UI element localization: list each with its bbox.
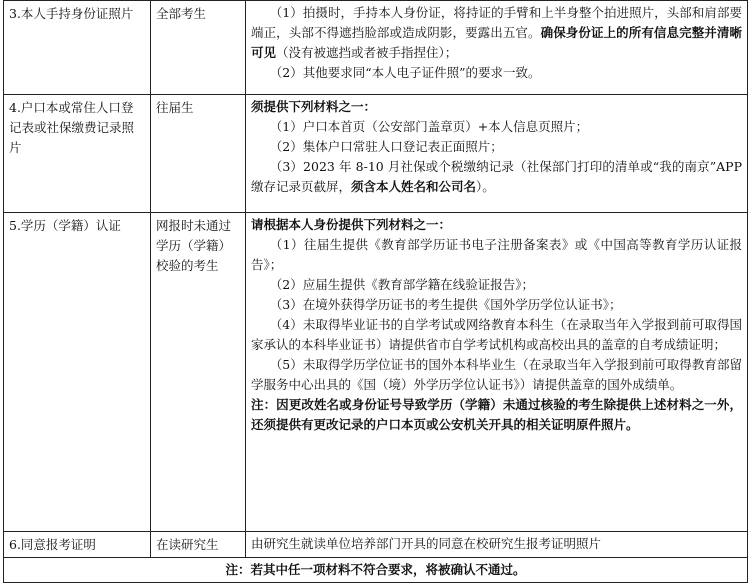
requirement-cell [246, 1, 748, 95]
table-footer-row [4, 558, 748, 583]
table-row [4, 95, 748, 213]
requirement-cell [246, 213, 748, 532]
target-cell: 网报时未通过学历（学籍）校验的考生 [151, 213, 246, 532]
requirement-cell [246, 532, 748, 558]
requirement-paragraph: （5）未取得学历学位证书的国外本科毕业生（在录取当年入学报到前可取得教育部留学服务中心出具的《国（境）外学历学位认证书》）请提供盖章的国外成绩单。 [251, 357, 742, 392]
requirement-lead: 须提供下列材料之一： [251, 99, 377, 114]
requirement-paragraph: （1）往届生提供《教育部学历证书电子注册备案表》或《中国高等教育学历认证报告》； [251, 237, 742, 272]
requirements-table [3, 0, 748, 583]
table-row [4, 532, 748, 558]
requirement-paragraph: （3）2023 年 8-10 月社保或个税缴纳记录（社保部门打印的清单或“我的南京”APP 缴存记录页截屏，须含本人姓名和公司名）。 [251, 159, 742, 194]
table-row [4, 213, 748, 532]
item-cell: 3.本人手持身份证照片 [4, 1, 151, 95]
requirement-paragraph: （1）拍摄时，手持本人身份证，将持证的手臂和上半身整个拍进照片，头部和肩部要端正，头部不得遮挡脸部或造成阴影，要露出五官。确保身份证上的所有信息完整并清晰可见（没有被遮挡或者被手指捏住）； [251, 5, 742, 60]
requirement-paragraph: 由研究生就读单位培养部门开具的同意在校研究生报考证明照片 [251, 536, 602, 551]
target-cell: 往届生 [151, 95, 246, 213]
requirement-lead: 请根据本人身份提供下列材料之一： [251, 217, 452, 232]
table-row [4, 1, 748, 95]
item-cell: 4.户口本或常住人口登记表或社保缴费记录照片 [4, 95, 151, 213]
requirement-paragraph: （2）应届生提供《教育部学籍在线验证报告》； [269, 277, 534, 292]
requirement-paragraph: （3）在境外获得学历证书的考生提供《国外学历学位认证书》； [269, 297, 622, 312]
target-cell: 在读研究生 [151, 532, 246, 558]
requirement-paragraph: （4）未取得毕业证书的自学考试或网络教育本科生（在录取当年入学报到前可取得国家承认的本科毕业证书）请提供省市自学考试机构或高校出具的盖章的自考成绩证明； [251, 317, 742, 352]
requirement-cell [246, 95, 748, 213]
requirement-note: 注：因更改姓名或身份证号导致学历（学籍）未通过核验的考生除提供上述材料之一外，还须提供有更改记录的户口本页或公安机关开具的相关证明原件照片。 [251, 397, 742, 432]
requirement-paragraph: （2）集体户口常驻人口登记表正面照片； [269, 139, 503, 154]
target-cell: 全部考生 [151, 1, 246, 95]
requirement-paragraph: （1）户口本首页（公安部门盖章页）+本人信息页照片； [269, 119, 589, 134]
item-cell: 6.同意报考证明 [4, 532, 151, 558]
footer-note: 注：若其中任一项材料不符合要求，将被确认不通过。 [4, 558, 748, 583]
requirement-paragraph: （2）其他要求同“本人电子证件照”的要求一致。 [269, 65, 541, 80]
item-cell: 5.学历（学籍）认证 [4, 213, 151, 532]
